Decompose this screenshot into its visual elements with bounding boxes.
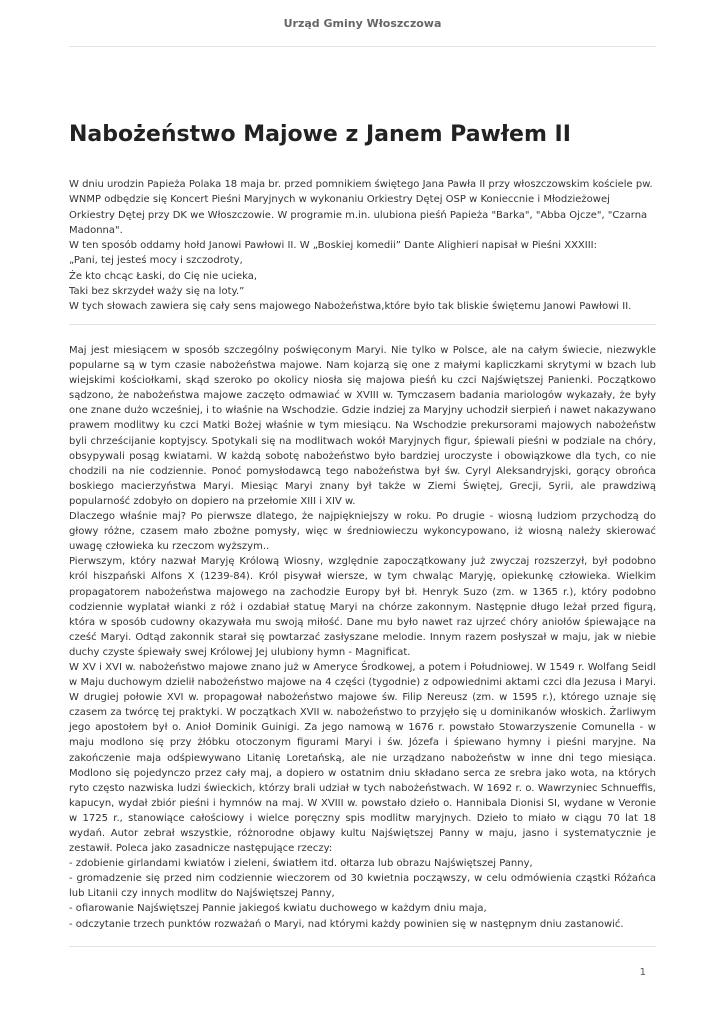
intro-paragraph: W tych słowach zawiera się cały sens majowego Nabożeństwa,które było tak bliskie świętemu Janowi Pawłowi II. bbox=[69, 301, 632, 313]
site-header: Urząd Gminy Włoszczowa bbox=[283, 17, 442, 30]
list-item: - odczytanie trzech punktów rozważań o Maryi, nad którymi każdy powinien się w następnym dniu zastanowić. bbox=[69, 918, 624, 930]
header-divider bbox=[69, 46, 656, 47]
list-item: - gromadzenie się przed nim codziennie wieczorem od 30 kwietnia począwszy, w celu odmówienia cząstki Różańca lub Litanii czy innych modlitw do Najświętszej Panny, bbox=[69, 873, 656, 900]
intro-paragraph: W dniu urodzin Papieża Polaka 18 maja br. przed pomnikiem świętego Jana Pawła II przy włoszczowskim kościele pw. WNMP odbędzie się Koncert Pieśni Maryjnych w wykonaniu Orkiestry Dętej OSP w Konieccnie i Młodzieżowej Orkiestry Dętej przy DK we Włoszczowie. W programie m.in. ulubiona pieśń Papieża "Barka", "Abba Ojcze", "Czarna Madonna". bbox=[69, 179, 653, 236]
intro-paragraph: W ten sposób oddamy hołd Janowi Pawłowi II. W „Boskiej komedii” Dante Alighieri napisał w Pieśni XXXIII: bbox=[69, 240, 597, 252]
body-paragraph: Pierwszym, który nazwał Maryję Królową Wiosny, względnie zapoczątkowany już zwyczaj rozszerzył, był podobno król hiszpański Alfons X (1239-84). Król pisywał wiersze, w tym chwaląc Maryję, opiekunkę człowieka. Wielkim propagatorem nabożeństwa majowego na zachodzie Europy był bł. Henryk Suzo (zm. w 1365 r.), który podobno codziennie wyplatał wianki z róż i ozdabiał statuę Maryi na chórze zakonnym. Następnie długo leżał przed figurą, która w sposób cudowny okazywała mu swoją miłość. Dane mu było nawet raz ujrzeć chóry aniołów śpiewające na cześć Maryi. Odtąd zakonnik starał się powtarzać zasłyszane melodie. Innym razem posłyszał w maju, jak w niebie duchy czyste śpiewały swej Królowej Jej ulubiony hymn - Magnificat. bbox=[69, 556, 656, 658]
article-title: Nabożeństwo Majowe z Janem Pawłem II bbox=[69, 122, 571, 147]
section-divider bbox=[69, 324, 656, 325]
page-number: 1 bbox=[639, 967, 646, 978]
quote-line: Taki bez skrzydeł waży się na loty.” bbox=[69, 286, 245, 298]
article-body bbox=[69, 343, 656, 932]
footer-divider bbox=[69, 946, 656, 947]
article-intro bbox=[69, 177, 656, 315]
body-paragraph: Dlaczego właśnie maj? Po pierwsze dlatego, że najpiękniejszy w roku. Po drugie - wiosną ludziom przychodzą do głowy różne, czasem mało zbożne pomysły, więc w średniowieczu wykoncypowano, iż wiosną należy skierować uwagę człowieka ku rzeczom wyższym.. bbox=[69, 511, 656, 553]
body-paragraph: Maj jest miesiącem w sposób szczególny poświęconym Maryi. Nie tylko w Polsce, ale na całym świecie, niezwykle popularne są w tym czasie nabożeństwa majowe. Nam kojarzą się one z małymi kapliczkami skrytymi w bzach lub wiejskimi kościołkami, skąd szeroko po okolicy niosła się majowa pieśń ku czci Najświętszej Panienki. Początkowo sądzono, że nabożeństwa majowe zaczęto odmawiać w XVIII w. Tymczasem badania mariologów wykazały, że były one znane dużo wcześniej, i to właśnie na Wschodzie. Gdzie indziej za Maryjny uchodził sierpień i nawet nakazywano prawem modlitwy ku czci Matki Bożej właśnie w tym miesiącu. Na Wschodzie prekursorami majowych nabożeństw byli chrześcijanie koptyjscy. Spotykali się na modlitwach wokół Maryjnych figur, śpiewali pieśni w podziale na chóry, obsypywali posąg kwiatami. W każdą sobotę nabożeństwo było bardziej uroczyste i obowiązkowe dla tych, co nie chodzili na nie codziennie. Ponoć pomysłodawcą tego nabożeństwa był św. Cyryl Aleksandryjski, gorący obrońca boskiego macierzyństwa Maryi. Miesiąc Maryi znany był także w Ziemi Świętej, Grecji, Syrii, ale prawdziwą popularność zdobyło on dopiero na przełomie XIII i XIV w. bbox=[69, 345, 656, 507]
quote-line: Że kto chcąc Łaski, do Cię nie ucieka, bbox=[69, 270, 258, 282]
list-item: - ofiarowanie Najświętszej Pannie jakiegoś kwiatu duchowego w każdym dniu maja, bbox=[69, 903, 487, 915]
list-item: - zdobienie girlandami kwiatów i zieleni, światłem itd. ołtarza lub obrazu Najświętszej Panny, bbox=[69, 858, 533, 870]
quote-line: „Pani, tej jesteś mocy i szczodroty, bbox=[69, 255, 243, 267]
body-paragraph: W XV i XVI w. nabożeństwo majowe znano już w Ameryce Środkowej, a potem i Południowej. W 1549 r. Wolfang Seidl w Maju duchowym dzielił nabożeństwo majowe na 4 części (tygodnie) z odpowiednimi aktami czci dla Jezusa i Maryi. W drugiej połowie XVI w. propagował nabożeństwo majowe św. Filip Nereusz (zm. w 1595 r.), którego uznaje się czasem za twórcę tej praktyki. W początkach XVII w. nabożeństwo to przyjęło się u dominikanów włoskich. Żarliwym jego apostołem był o. Anioł Dominik Guinigi. Za jego namową w 1676 r. powstało Stowarzyszenie Comunella - w maju modlono się przy żłóbku otoczonym figurami Maryi i św. Józefa i śpiewano hymny i pieśni maryjne. Na zakończenie maja odśpiewywano Litanię Loretańską, ale nie urządzano nabożeństw w inne dni tego miesiąca. Modlono się pojedynczo przez cały maj, a dopiero w ostatnim dniu składano serca ze srebra jako wota, na których ryto często nazwiska ludzi świeckich, którzy brali udział w tych nabożeństwach. W 1692 r. o. Wawrzyniec Schnueffis, kapucyn, wydał zbiór pieśni i hymnów na maj. W XVIII w. powstało dzieło o. Hannibala Dionisi SI, wydane w Veronie w 1725 r., stanowiące całościowy i wielce poręczny spis modlitw maryjnych. Dzieło to miało w ciągu 70 lat 18 wydań. Autor zebrał wszystkie, różnorodne objawy kultu Najświętszej Panny w maju, jasno i systematycznie je zestawił. Poleca jako zasadnicze następujące rzeczy: bbox=[69, 661, 656, 855]
